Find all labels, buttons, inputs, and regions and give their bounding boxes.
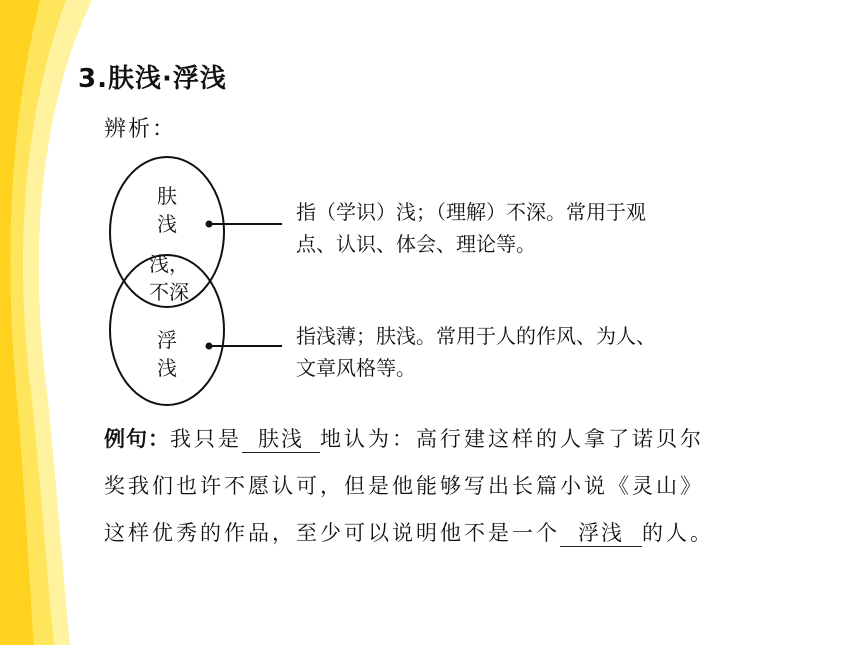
- slide-title: 3.肤浅·浮浅: [78, 64, 227, 94]
- example-lead-label: 例句：: [104, 427, 170, 451]
- definition-fuqian-skin: [296, 196, 766, 260]
- example-row-2: 奖我们也许不愿认可，但是他能够写出长篇小说《灵山》: [104, 474, 704, 498]
- example-row3-after: 的人。: [642, 521, 714, 545]
- definition-fuqian-float-line2: 文章风格等。: [296, 356, 416, 380]
- answer-blank-2: 浮浅: [560, 520, 642, 547]
- venn-bottom-label: [152, 326, 182, 382]
- definition-fuqian-float: [296, 320, 766, 384]
- venn-bottom-label-line2: 浅: [157, 356, 177, 380]
- example-row-1: [104, 416, 794, 463]
- answer-blank-1: 肤浅: [242, 426, 320, 453]
- example-row1-after: 地认为：高行建这样的人拿了诺贝尔: [320, 427, 704, 451]
- example-sentence: [104, 416, 794, 557]
- venn-overlap-label-line2: 不深: [149, 280, 189, 304]
- definition-fuqian-skin-line2: 点、认识、体会、理论等。: [296, 232, 536, 256]
- venn-top-label-line1: 肤: [157, 184, 177, 208]
- connector-dot-bottom: [206, 343, 213, 350]
- definition-fuqian-skin-line1: 指（学识）浅；（理解）不深。常用于观: [296, 200, 646, 224]
- example-row3-before: 这样优秀的作品，至少可以说明他不是一个: [104, 521, 560, 545]
- venn-bottom-label-line1: 浮: [157, 328, 177, 352]
- definition-fuqian-float-line1: 指浅薄；肤浅。常用于人的作风、为人、: [296, 324, 656, 348]
- venn-top-label-line2: 浅: [157, 212, 177, 236]
- venn-top-label: [152, 182, 182, 238]
- venn-overlap-label-line1: 浅，: [149, 252, 189, 276]
- connector-dot-top: [206, 221, 213, 228]
- example-row1-before: 我只是: [170, 427, 242, 451]
- example-row-3: [104, 510, 794, 557]
- analysis-heading: 辨析：: [104, 117, 177, 142]
- venn-overlap-label: [137, 250, 201, 306]
